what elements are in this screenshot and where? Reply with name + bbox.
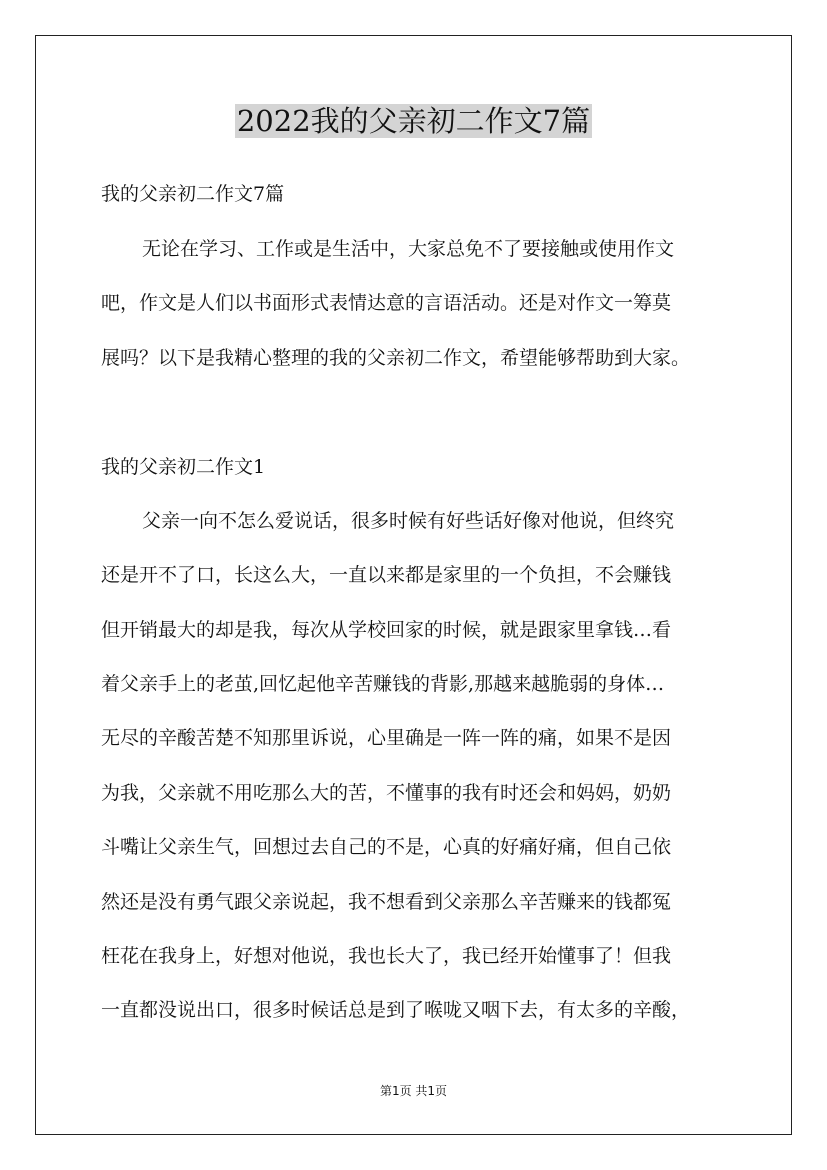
essay-line: 枉花在我身上，好想对他说，我也长大了，我已经开始懂事了！但我 [101,945,672,967]
essay-line: 还是开不了口，长这么大，一直以来都是家里的一个负担，不会赚钱 [101,564,672,586]
essay-line: 一直都没说出口，很多时候话总是到了喉咙又咽下去，有太多的辛酸， [101,999,691,1021]
section-heading: 我的父亲初二作文1 [101,456,266,478]
document-title: 2022我的父亲初二作文7篇 [236,104,591,138]
essay-line: 着父亲手上的老茧,回忆起他辛苦赚钱的背影,那越来越脆弱的身体… [101,673,665,695]
intro-line: 吧，作文是人们以书面形式表情达意的言语活动。还是对作文一筹莫 [101,292,672,314]
essay-line: 斗嘴让父亲生气，回想过去自己的不是，心真的好痛好痛，但自己依 [101,836,672,858]
essay-line: 但开销最大的却是我，每次从学校回家的时候，就是跟家里拿钱…看 [101,619,672,641]
intro-line: 无论在学习、工作或是生活中，大家总免不了要接触或使用作文 [142,238,675,260]
essay-line: 父亲一向不怎么爱说话，很多时候有好些话好像对他说，但终究 [142,510,675,532]
essay-line: 为我，父亲就不用吃那么大的苦，不懂事的我有时还会和妈妈，奶奶 [101,782,672,804]
intro-line: 展吗？以下是我精心整理的我的父亲初二作文，希望能够帮助到大家。 [101,347,691,369]
essay-line: 无尽的辛酸苦楚不知那里诉说，心里确是一阵一阵的痛，如果不是因 [101,727,672,749]
document-subtitle: 我的父亲初二作文7篇 [101,183,285,205]
essay-line: 然还是没有勇气跟父亲说起，我不想看到父亲那么辛苦赚来的钱都冤 [101,891,672,913]
page-footer: 第1页 共1页 [379,1084,448,1098]
document-title-wrap [0,100,827,142]
